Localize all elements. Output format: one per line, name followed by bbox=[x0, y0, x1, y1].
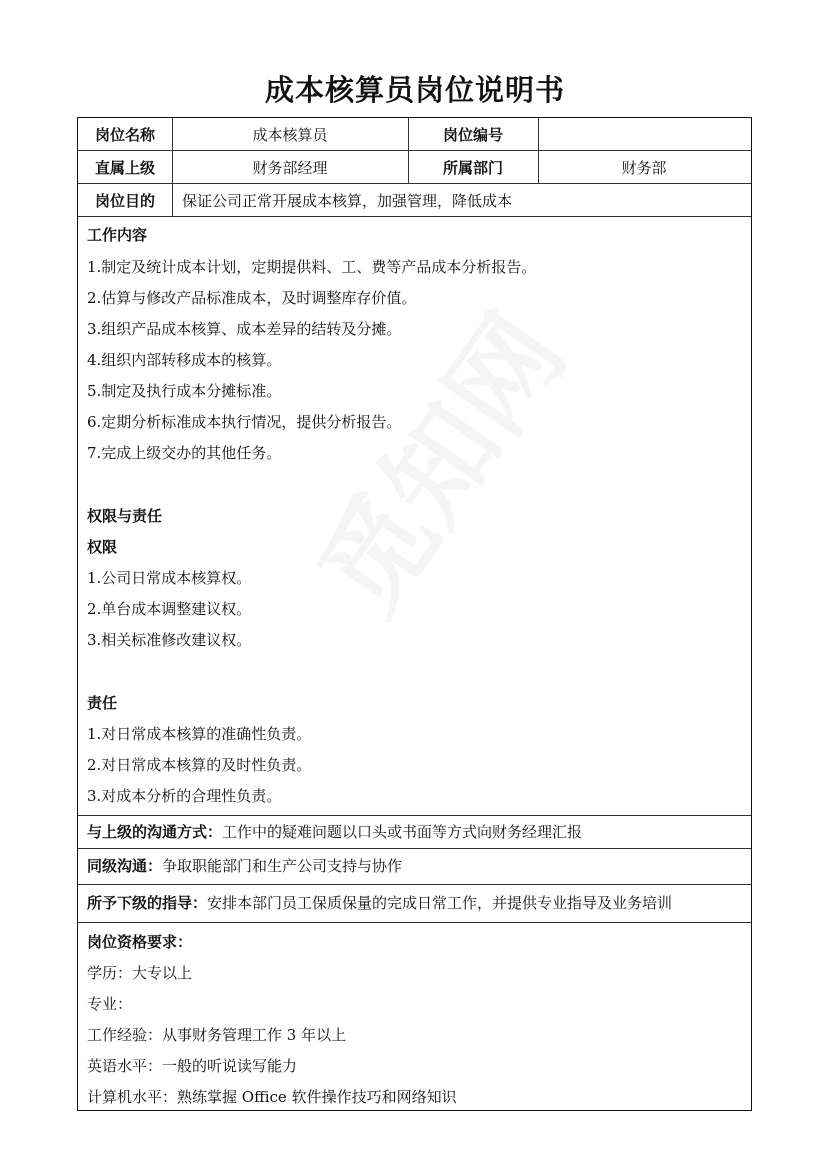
work-heading: 工作内容 bbox=[87, 226, 148, 244]
divider bbox=[78, 884, 751, 885]
work-item: 6.定期分析标准成本执行情况，提供分析报告。 bbox=[87, 413, 402, 431]
superior-label: 直属上级 bbox=[94, 158, 155, 177]
purpose-value: 保证公司正常开展成本核算，加强管理，降低成本 bbox=[182, 191, 513, 210]
rights-item: 1.公司日常成本核算权。 bbox=[87, 569, 252, 587]
duty-item: 3.对成本分析的合理性负责。 bbox=[87, 787, 282, 805]
divider bbox=[78, 815, 751, 816]
qualification-item: 专业： bbox=[87, 995, 133, 1013]
qualification-item: 英语水平：一般的听说读写能力 bbox=[87, 1057, 298, 1075]
duty-item: 2.对日常成本核算的及时性负责。 bbox=[87, 756, 312, 774]
position-code-label: 岗位编号 bbox=[442, 125, 503, 144]
superior-communication bbox=[87, 822, 582, 842]
qualification-item: 计算机水平：熟练掌握 Office 软件操作技巧和网络知识 bbox=[87, 1088, 457, 1106]
department-label: 所属部门 bbox=[442, 158, 503, 177]
divider bbox=[78, 922, 751, 923]
work-item: 2.估算与修改产品标准成本，及时调整库存价值。 bbox=[87, 289, 417, 307]
work-item: 3.组织产品成本核算、成本差异的结转及分摊。 bbox=[87, 320, 402, 338]
department-value: 财务部 bbox=[621, 158, 667, 177]
position-name-label: 岗位名称 bbox=[94, 125, 155, 144]
subordinate-guidance bbox=[87, 893, 672, 913]
superior-communication-value: 工作中的疑难问题以口头或书面等方式向财务经理汇报 bbox=[222, 823, 583, 841]
position-code-value bbox=[538, 118, 750, 150]
duty-heading: 责任 bbox=[87, 694, 118, 712]
job-description-table bbox=[77, 117, 752, 1111]
peer-communication-label: 同级沟通： bbox=[87, 857, 163, 875]
divider bbox=[78, 848, 751, 849]
peer-communication bbox=[87, 856, 402, 876]
superior-communication-label: 与上级的沟通方式： bbox=[87, 823, 223, 841]
work-item: 5.制定及执行成本分摊标准。 bbox=[87, 382, 282, 400]
qualification-item: 学历：大专以上 bbox=[87, 964, 193, 982]
divider bbox=[78, 216, 751, 217]
superior-value: 财务部经理 bbox=[252, 158, 328, 177]
work-item: 1.制定及统计成本计划，定期提供料、工、费等产品成本分析报告。 bbox=[87, 258, 537, 276]
rights-item: 2.单台成本调整建议权。 bbox=[87, 600, 252, 618]
authority-heading: 权限与责任 bbox=[87, 507, 163, 525]
qualification-item: 工作经验：从事财务管理工作 3 年以上 bbox=[87, 1026, 347, 1044]
position-name-value: 成本核算员 bbox=[252, 125, 328, 144]
page-title: 成本核算员岗位说明书 bbox=[264, 73, 565, 107]
rights-heading: 权限 bbox=[87, 538, 118, 556]
subordinate-guidance-value: 安排本部门员工保质保量的完成日常工作，并提供专业指导及业务培训 bbox=[207, 894, 673, 912]
subordinate-guidance-label: 所予下级的指导： bbox=[87, 894, 208, 912]
purpose-label: 岗位目的 bbox=[94, 191, 155, 210]
duty-item: 1.对日常成本核算的准确性负责。 bbox=[87, 725, 312, 743]
peer-communication-value: 争取职能部门和生产公司支持与协作 bbox=[162, 857, 403, 875]
work-item: 7.完成上级交办的其他任务。 bbox=[87, 444, 282, 462]
work-item: 4.组织内部转移成本的核算。 bbox=[87, 351, 282, 369]
qualification-heading: 岗位资格要求： bbox=[87, 933, 193, 951]
rights-item: 3.相关标准修改建议权。 bbox=[87, 631, 252, 649]
